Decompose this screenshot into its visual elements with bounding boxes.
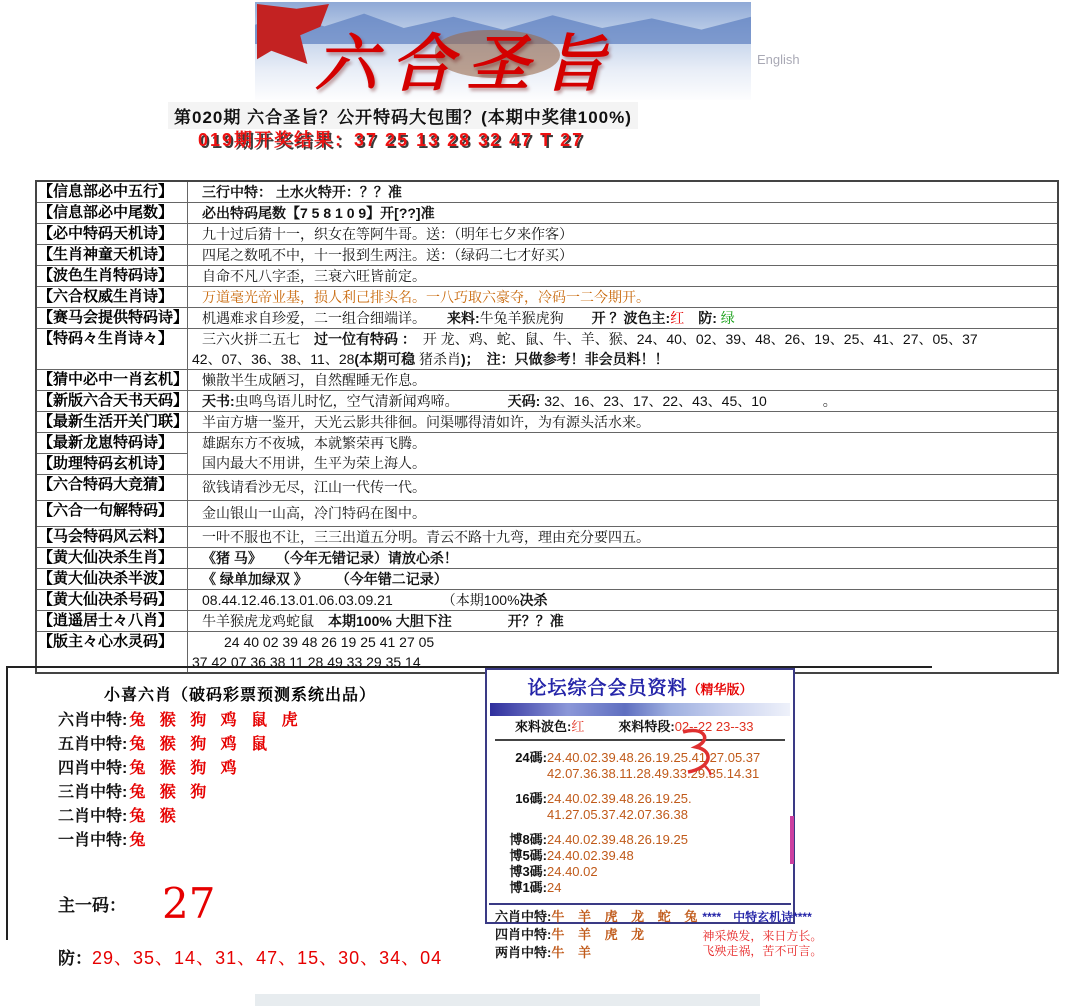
text-segment: 三六火拼二五七 — [202, 331, 314, 347]
row-label: 【黄大仙决杀生肖】 — [38, 549, 174, 566]
row-content — [188, 590, 1057, 610]
zodiac-row — [58, 781, 468, 805]
table-row — [37, 611, 1057, 632]
row-label-column — [37, 329, 188, 369]
code-row — [487, 864, 793, 880]
text-segment: 过一位有特码 ： — [314, 331, 409, 347]
xiaoxi-title: 小喜六肖（破码彩票预测系统出品） — [104, 687, 377, 704]
row-label: 【逍遥居士々八肖】 — [38, 612, 174, 629]
text-segment: 红 — [670, 310, 685, 326]
table-row — [37, 329, 1057, 370]
row-label: 【最新生活开关门联】 — [38, 413, 189, 430]
table-row — [37, 433, 1057, 475]
text-segment: 牛羊猴虎龙鸡蛇鼠 — [202, 613, 328, 629]
content-line — [188, 527, 1057, 547]
magenta-accent — [790, 816, 794, 864]
table-row — [37, 569, 1057, 590]
text-segment: 37 42 07 36 38 11 28 49 33 29 35 14 — [192, 654, 421, 670]
row-label-column — [37, 266, 188, 286]
content-line — [188, 349, 1057, 369]
row-label: 【黄大仙决杀半波】 — [38, 570, 174, 587]
code-line: 24.40.02.39.48.26.19.25.41.27.05.37 — [547, 750, 761, 765]
content-line — [188, 569, 1057, 589]
text-segment: 天码: — [507, 393, 541, 409]
code-row-label: 16碼: — [515, 791, 547, 806]
content-line — [188, 611, 1057, 631]
forum-member-box — [485, 668, 823, 960]
forum-zodiac-label: 四肖中特: — [495, 927, 552, 942]
teduan-label: 來料特段: — [618, 719, 675, 734]
zodiac-row — [58, 709, 468, 733]
text-segment: 开 ？波色主: — [591, 310, 671, 326]
text-segment: 本期100% 大胆下注 — [328, 613, 452, 629]
code-row-label: 博5碼: — [509, 848, 547, 863]
row-content — [188, 527, 1057, 547]
code-line: 41.27.05.37.42.07.36.38 — [547, 807, 688, 822]
row-label-column — [37, 433, 188, 474]
forum-code-rows — [487, 750, 793, 896]
text-segment: 金山银山一山高，冷门特码在图中。 — [202, 505, 426, 521]
fang-row — [58, 944, 468, 970]
tips-table-rows — [37, 182, 1057, 672]
row-content — [188, 433, 1057, 474]
row-label-column — [37, 412, 188, 432]
zodiac-row-label: 五肖中特: — [58, 736, 128, 753]
content-line — [188, 203, 1057, 223]
row-content — [188, 391, 1057, 411]
text-segment: 42、07、36、38、11、28 — [192, 351, 355, 367]
row-label-column — [37, 527, 188, 547]
fang-values: 29、35、14、31、47、15、30、34、04 — [92, 948, 443, 968]
content-line — [188, 433, 1057, 453]
row-label-column — [37, 475, 188, 500]
row-label: 【版主々心水灵码】 — [38, 633, 174, 650]
poem-line: 神采焕发，来日方长。 — [702, 929, 823, 943]
xiaoxi-section — [58, 682, 468, 970]
code-row — [487, 832, 793, 848]
tips-table — [35, 180, 1059, 674]
text-segment: 虫鸣鸟语儿时忆，空气清新闻鸡啼。 — [234, 393, 508, 409]
code-row-label: 博1碼: — [509, 880, 547, 895]
row-label: 【波色生肖特码诗】 — [38, 267, 174, 284]
table-row — [37, 308, 1057, 329]
teduan-value: 02--22 23--33 — [674, 719, 754, 734]
content-line — [188, 370, 1057, 390]
zodiac-row — [58, 805, 468, 829]
content-line — [188, 632, 1057, 652]
poem-title: **** 中特玄机诗**** — [702, 910, 812, 924]
content-line — [188, 224, 1057, 244]
forum-meta-row — [487, 718, 793, 736]
row-content — [188, 182, 1057, 202]
row-label-column — [37, 548, 188, 568]
bose-value: 红 — [571, 719, 585, 734]
text-segment: 一叶不服也不让，三三出道五分明。青云不路十九弯，理由充分要四五。 — [202, 529, 650, 545]
banner-image — [255, 2, 751, 100]
bose-label: 來料波色: — [515, 719, 572, 734]
content-line — [188, 453, 1057, 473]
code-line: 24.40.02.39.48 — [547, 848, 634, 863]
main-code-label: 主一码： — [58, 896, 126, 915]
zodiac-row-value: 兔 猴 狗 鸡 鼠 — [129, 736, 273, 753]
text-segment: 国内最大不用讲，生平为荣上海人。 — [202, 455, 426, 471]
content-line — [188, 182, 1057, 202]
content-line — [188, 590, 1057, 610]
zodiac-row-value: 兔 猴 狗 鸡 — [129, 760, 242, 777]
row-label-column — [37, 501, 188, 526]
code-row — [487, 880, 793, 896]
row-label-column — [37, 245, 188, 265]
row-label-column — [37, 224, 188, 244]
forum-zodiac-label: 两肖中特: — [495, 945, 552, 960]
row-label-column — [37, 287, 188, 307]
code-row-values — [547, 750, 760, 782]
zodiac-row-value: 兔 — [129, 832, 151, 849]
row-label-column — [37, 203, 188, 223]
zodiac-row-label: 六肖中特: — [58, 712, 128, 729]
row-content — [188, 611, 1057, 631]
fang-label: 防： — [58, 949, 92, 968]
text-segment: 开 龙、鸡、蛇、鼠、牛、羊、猴、24、40、02、39、48、26、19、25、41、27、05、37 — [408, 331, 978, 347]
main-code-row — [58, 879, 468, 928]
forum-bottom-section — [487, 908, 823, 962]
zodiac-row-label: 二肖中特: — [58, 808, 128, 825]
text-segment: )； — [460, 351, 473, 367]
code-row-label: 博8碼: — [509, 832, 547, 847]
text-segment: 懒散半生成陋习，自然醒睡无作息。 — [202, 372, 426, 388]
code-row-values — [547, 832, 688, 848]
zodiac-row-label: 三肖中特: — [58, 784, 128, 801]
text-segment: 决杀 — [519, 592, 548, 608]
text-segment: 注：只做参考！非会员料！！ — [472, 351, 669, 367]
row-content — [188, 245, 1057, 265]
zodiac-row-value: 兔 猴 — [129, 808, 181, 825]
table-row — [37, 182, 1057, 203]
code-row — [487, 750, 793, 782]
text-segment: 万道毫光帝业基，损人利己排头名。一八巧取六豪夺，冷码一二今期开。 — [202, 289, 650, 305]
row-label: 【信息部必中五行】 — [38, 183, 174, 200]
text-segment: 天书: — [202, 393, 235, 409]
zodiac-row-value: 兔 猴 狗 — [129, 784, 212, 801]
row-label: 【必中特码天机诗】 — [38, 225, 174, 242]
row-label: 【六合一句解特码】 — [38, 502, 174, 519]
table-row — [37, 370, 1057, 391]
table-row — [37, 266, 1057, 287]
row-content — [188, 266, 1057, 286]
code-row-values — [547, 864, 598, 880]
text-segment: 机遇难求自珍爱，二一组合细端详。 — [202, 310, 447, 326]
row-label: 【六合特码大竞猜】 — [38, 476, 174, 493]
table-row — [37, 527, 1057, 548]
table-row — [37, 548, 1057, 569]
text-segment: 自命不凡八字歪，三衰六旺皆前定。 — [202, 268, 426, 284]
forum-zodiac-row — [495, 908, 702, 926]
zodiac-row-value: 兔 猴 狗 鸡 鼠 虎 — [129, 712, 303, 729]
content-line — [188, 329, 1057, 349]
content-line — [188, 391, 1057, 411]
row-content — [188, 548, 1057, 568]
text-segment: 开？？准 — [507, 613, 564, 629]
row-content — [188, 287, 1057, 307]
table-row — [37, 203, 1057, 224]
text-segment: 九十过后猜十一，织女在等阿牛哥。送：（明年七夕来作客） — [202, 226, 573, 242]
forum-zodiac-row — [495, 944, 702, 962]
row-label-column — [37, 182, 188, 202]
row-label: 【赛马会提供特码诗】 — [38, 309, 189, 326]
text-segment: 08.44.12.46.13.01.06.03.09.21 （本期100% — [202, 592, 520, 608]
zodiac-row — [58, 757, 468, 781]
text-segment: 猪杀肖 — [415, 351, 461, 367]
code-row-values — [547, 880, 561, 896]
row-label-column — [37, 590, 188, 610]
row-label: 【马会特码风云料】 — [38, 528, 174, 545]
code-row-label: 24碼: — [515, 750, 547, 765]
row-label: 【信息部必中尾数】 — [38, 204, 174, 221]
row-content — [188, 308, 1057, 328]
forum-zodiac-rows — [487, 908, 702, 962]
row-content — [188, 224, 1057, 244]
text-segment: 三行中特： 土水火特开：？？准 — [202, 184, 402, 200]
code-line: 24.40.02.39.48.26.19.25 — [547, 832, 688, 847]
forum-zodiac-value: 牛 羊 虎 龙 蛇 兔 — [551, 909, 703, 924]
text-segment: 四尾之数吼不中，十一报到生两注。送：（绿码二七才好买） — [202, 247, 573, 263]
main-code-value: 27 — [162, 879, 216, 928]
text-segment: 防: — [684, 310, 721, 326]
text-segment: 32、16、23、17、22、43、45、10 。 — [540, 393, 837, 409]
row-label-column — [37, 308, 188, 328]
code-row-values — [547, 791, 692, 823]
row-content — [188, 501, 1057, 526]
code-row — [487, 848, 793, 864]
footer-strip — [255, 994, 760, 1006]
forum-title-suffix: （精华版） — [687, 682, 753, 697]
code-row-values — [547, 848, 634, 864]
text-segment: 《猪 马》 （今年无错记录）请放心杀！ — [202, 550, 458, 566]
forum-gradient-bar — [490, 703, 790, 716]
forum-zodiac-value: 牛 羊 虎 龙 — [551, 927, 650, 942]
issue-headline: 第020期 六合圣旨？公开特码大包围？(本期中奖律100%) — [168, 102, 638, 129]
row-label: 【特码々生肖诗々】 — [38, 330, 174, 347]
text-segment: 牛兔羊猴虎狗 — [479, 310, 592, 326]
row-content — [188, 475, 1057, 500]
text-segment: 来料: — [447, 310, 480, 326]
forum-divider-blue — [489, 903, 791, 905]
forum-header — [487, 673, 793, 700]
previous-result-line: 019期开奖结果：37 25 13 28 32 47 T 27 — [198, 130, 585, 150]
row-label: 【六合权威生肖诗】 — [38, 288, 174, 305]
row-label: 【黄大仙决杀号码】 — [38, 591, 174, 608]
forum-divider — [495, 739, 785, 741]
row-label: 【生肖神童天机诗】 — [38, 246, 174, 263]
code-line: 24.40.02 — [547, 864, 598, 879]
content-line — [188, 501, 1057, 526]
poem-lines — [702, 929, 822, 959]
text-segment: (本期可稳 — [354, 351, 416, 367]
row-content — [188, 329, 1057, 369]
content-line — [188, 548, 1057, 568]
row-label: 【猜中必中一肖玄机】 — [38, 371, 189, 388]
zodiac-row — [58, 829, 468, 853]
table-row — [37, 391, 1057, 412]
content-line — [188, 266, 1057, 286]
content-line — [188, 475, 1057, 500]
table-row — [37, 245, 1057, 266]
row-content — [188, 370, 1057, 390]
poem-column — [702, 908, 824, 962]
table-row — [37, 287, 1057, 308]
table-row — [37, 412, 1057, 433]
forum-zodiac-value: 牛 羊 — [551, 945, 596, 960]
content-line — [188, 245, 1057, 265]
table-row — [37, 590, 1057, 611]
content-line — [188, 287, 1057, 307]
row-content — [188, 412, 1057, 432]
text-segment: 24 40 02 39 48 26 19 25 41 27 05 — [224, 634, 435, 650]
row-label-column — [37, 370, 188, 390]
forum-zodiac-label: 六肖中特: — [495, 909, 552, 924]
code-line: 24 — [547, 880, 562, 895]
brand-title: 六合圣旨 — [315, 27, 620, 100]
text-segment: 欲钱请看沙无尽，江山一代传一代。 — [202, 479, 426, 495]
text-segment: 雄踞东方不夜城，本就繁荣再飞腾。 — [202, 435, 426, 451]
code-line: 42.07.36.38.11.28.49.33.29.35.14.31 — [547, 766, 760, 781]
text-segment: 半亩方塘一鉴开，天光云影共徘徊。问渠哪得清如许，为有源头活水来。 — [202, 414, 650, 430]
row-label-column — [37, 391, 188, 411]
table-row — [37, 475, 1057, 501]
text-segment: 绿 — [720, 310, 735, 326]
table-row — [37, 224, 1057, 245]
handwritten-red-mark — [675, 726, 719, 776]
forum-zodiac-row — [495, 926, 702, 944]
english-link[interactable]: English — [757, 52, 800, 67]
code-row-label: 博3碼: — [509, 864, 547, 879]
code-line: 24.40.02.39.48.26.19.25. — [547, 791, 692, 806]
row-content — [188, 569, 1057, 589]
row-label-column — [37, 611, 188, 631]
row-content — [188, 203, 1057, 223]
zodiac-row-label: 四肖中特: — [58, 760, 128, 777]
row-label: 【新版六合天书天码】 — [38, 392, 189, 409]
xiaoxi-rows — [58, 709, 468, 853]
content-line — [188, 412, 1057, 432]
table-row — [37, 501, 1057, 527]
row-label: 【助理特码玄机诗】 — [37, 453, 187, 474]
text-segment: 《 绿单加绿双 》 （今年错二记录） — [202, 571, 448, 587]
code-row — [487, 791, 793, 823]
row-label: 【最新龙崽特码诗】 — [38, 434, 174, 451]
content-line — [188, 308, 1057, 328]
zodiac-row-label: 一肖中特: — [58, 832, 128, 849]
forum-title: 论坛综合会员资料 — [527, 678, 688, 699]
zodiac-row — [58, 733, 468, 757]
row-label-column — [37, 569, 188, 589]
text-segment: 必出特码尾数【7 5 8 1 0 9】开[??]准 — [202, 205, 435, 221]
text-segment — [452, 613, 508, 629]
poem-line: 飞殃走祸，苦不可言。 — [702, 944, 823, 958]
